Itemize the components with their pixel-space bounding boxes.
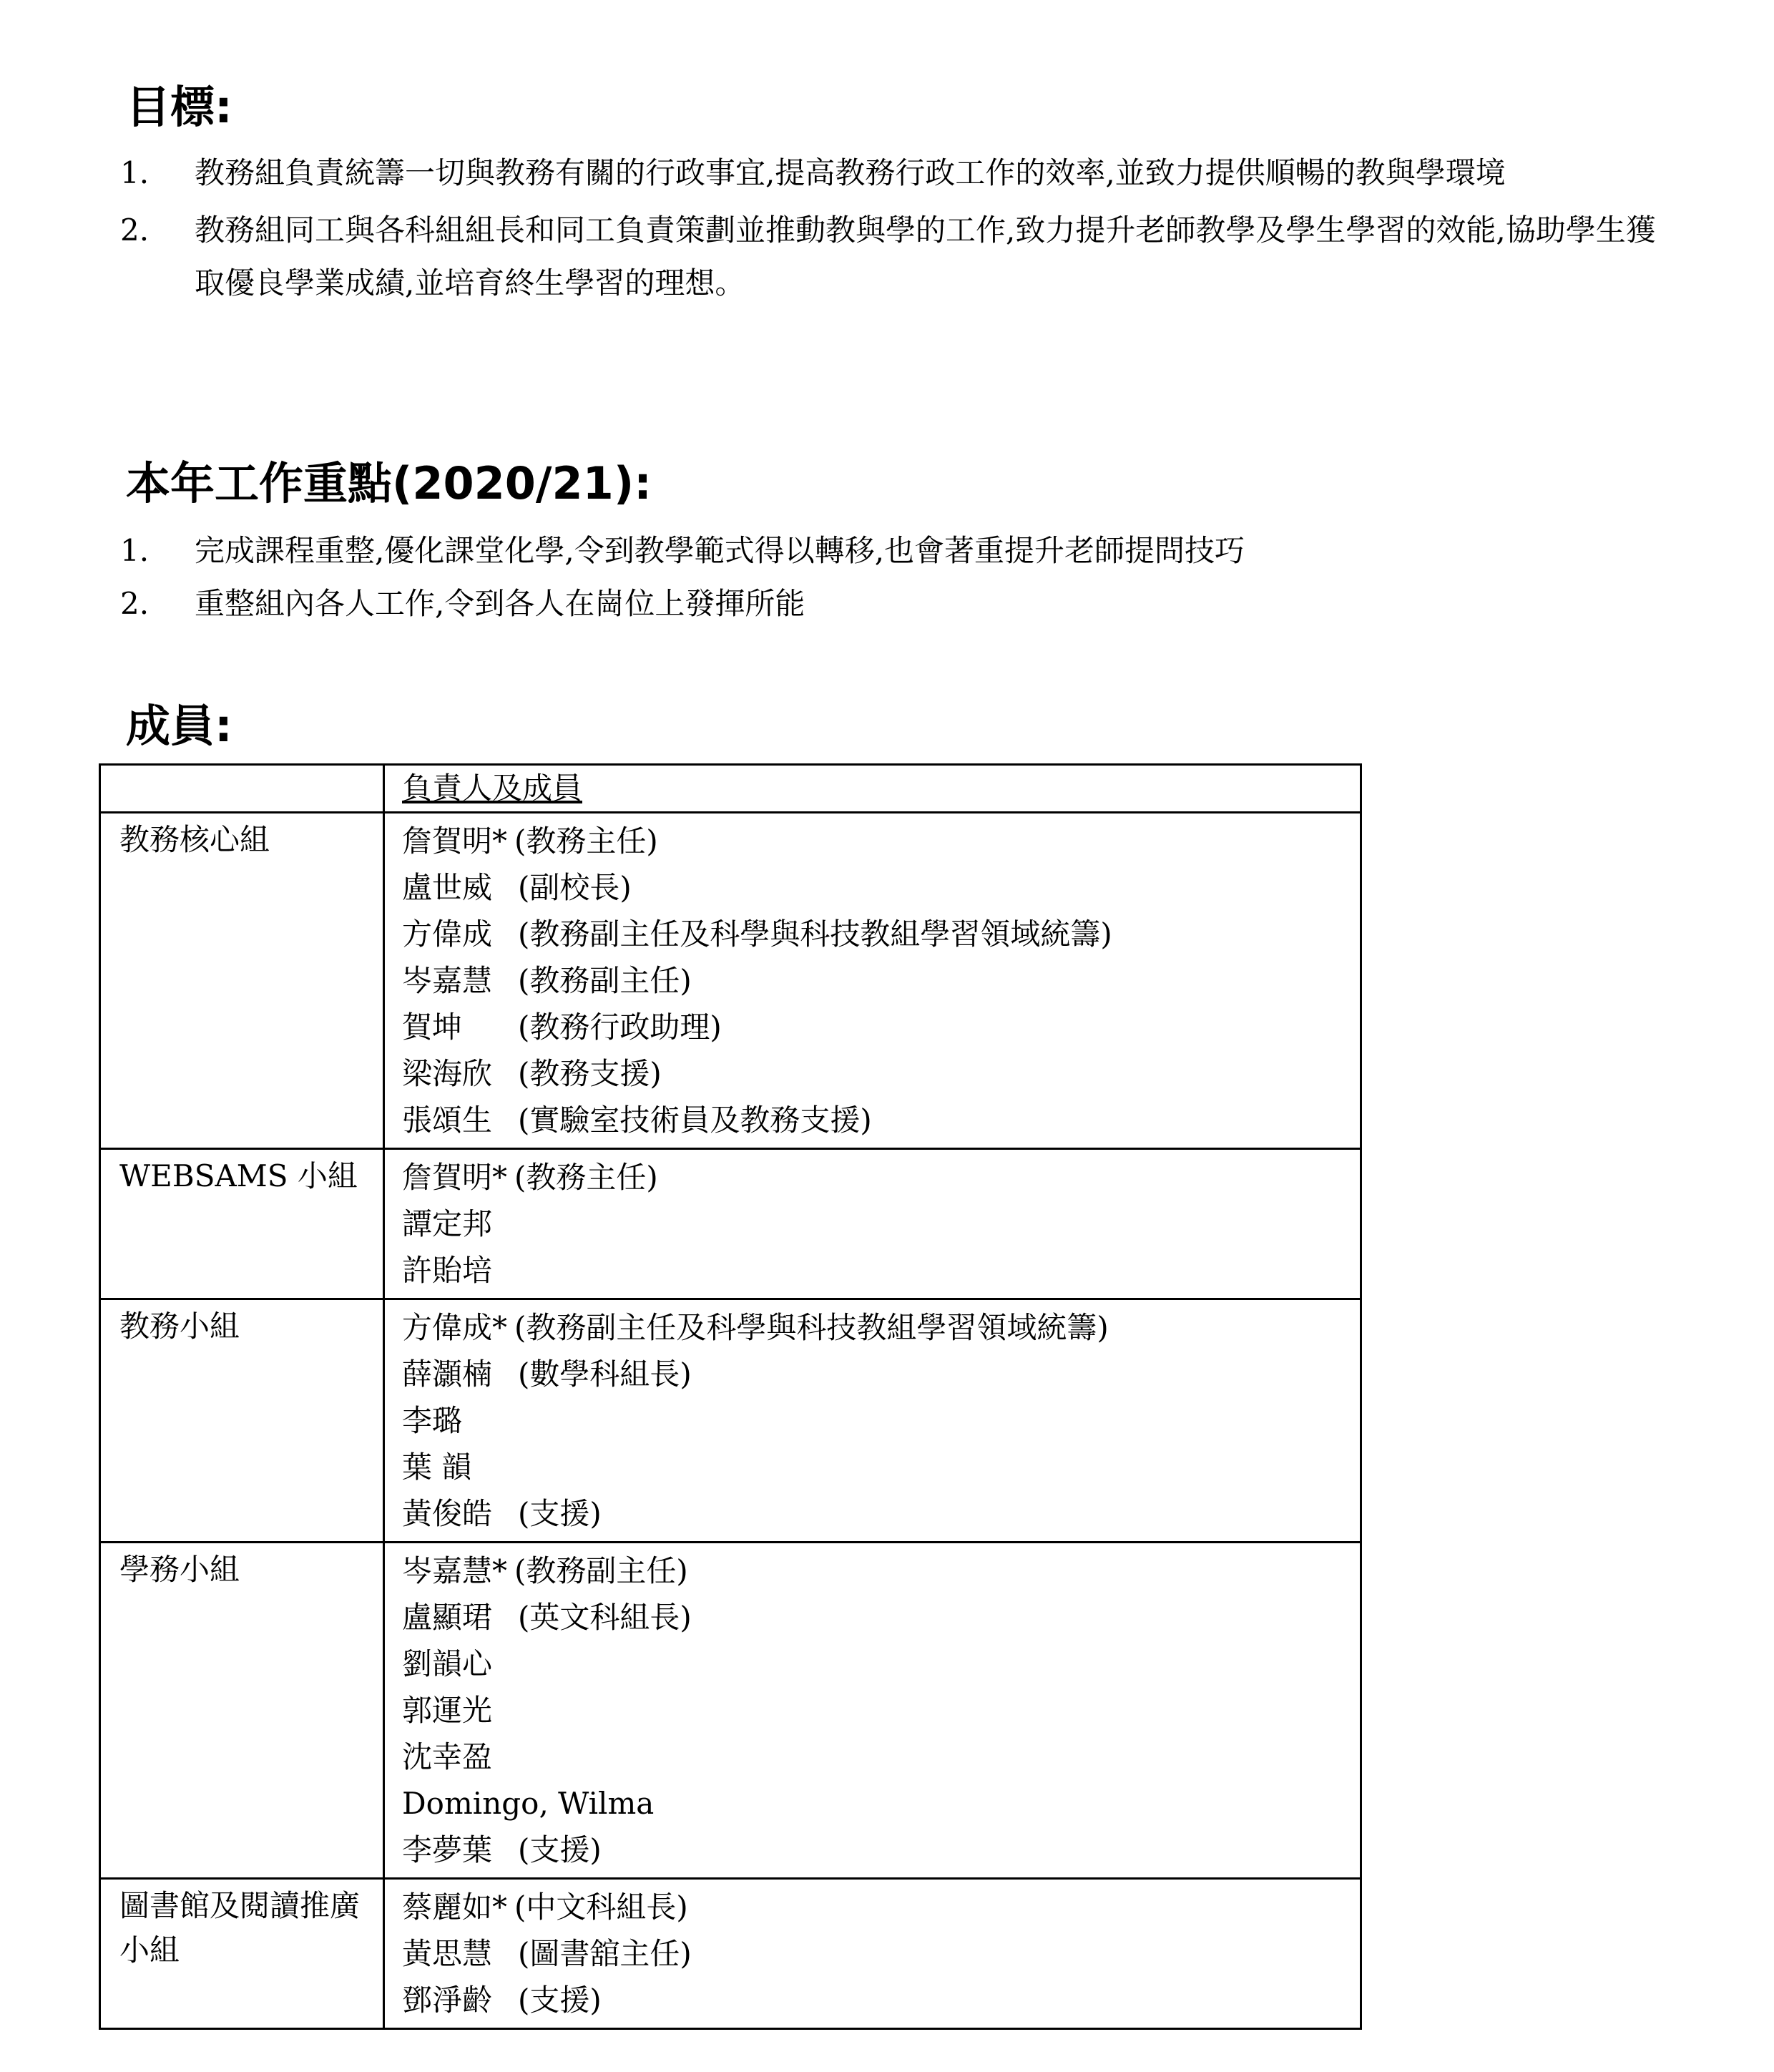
- goals-heading: 目標:: [126, 81, 232, 133]
- member-entry: [402, 1734, 1346, 1780]
- group-name: 教務小組: [119, 1309, 240, 1344]
- table-row: [100, 813, 1361, 1149]
- member-entry: [402, 911, 1346, 957]
- list-number: 2.: [120, 212, 150, 248]
- member-name: 岑嘉慧: [402, 963, 493, 998]
- group-name-cell: [100, 1149, 384, 1299]
- member-entry: [402, 1780, 1346, 1827]
- focus-heading: 本年工作重點(2020/21):: [126, 457, 652, 509]
- member-entry: [402, 1444, 1346, 1490]
- list-number: 1.: [120, 155, 150, 190]
- table-row: [100, 1543, 1361, 1879]
- table-header-cell: [384, 765, 1361, 813]
- member-role: (數學科組長): [518, 1357, 692, 1392]
- member-entry: [402, 1827, 1346, 1873]
- member-role: (圖書舘主任): [518, 1936, 692, 1971]
- member-entry: [402, 1097, 1346, 1143]
- member-entry: [402, 1884, 1346, 1930]
- list-text: 教務組負責統籌一切與教務有關的行政事宜,提高教務行政工作的效率,並致力提供順暢的教與學環境: [195, 155, 1506, 190]
- table-header-row: [100, 765, 1361, 813]
- focus-list: [120, 524, 1680, 630]
- member-entry: [402, 1304, 1346, 1351]
- table-header-label: 負責人及成員: [402, 771, 583, 806]
- table-header-empty-cell: [100, 765, 384, 813]
- member-role: (支援): [518, 1983, 602, 2018]
- member-entry: [402, 1594, 1346, 1641]
- member-entry: [402, 1548, 1346, 1594]
- member-entry: [402, 1397, 1346, 1444]
- goals-list: [120, 147, 1680, 310]
- member-entry: [402, 957, 1346, 1004]
- member-entry: [402, 818, 1346, 864]
- table-row: [100, 1299, 1361, 1543]
- member-name: Domingo, Wilma: [402, 1786, 655, 1821]
- group-members-cell: [384, 813, 1361, 1149]
- member-name: 岑嘉慧*: [402, 1553, 508, 1588]
- member-name: 郭運光: [402, 1693, 493, 1728]
- member-name: 蔡麗如*: [402, 1890, 508, 1925]
- member-name: 賀坤: [402, 1010, 463, 1045]
- group-name: WEBSAMS 小組: [119, 1158, 358, 1193]
- group-members-cell: [384, 1299, 1361, 1543]
- member-name: 許貽培: [402, 1253, 493, 1288]
- group-name: 圖書館及閱讀推廣小組: [119, 1888, 361, 1968]
- member-role: (英文科組長): [518, 1600, 692, 1635]
- member-role: (實驗室技術員及教務支援): [518, 1103, 872, 1138]
- member-name: 李璐: [402, 1403, 463, 1438]
- list-text: 重整組內各人工作,令到各人在崗位上發揮所能: [195, 586, 805, 621]
- member-role: (副校長): [518, 870, 632, 905]
- member-name: 盧世威: [402, 870, 493, 905]
- member-entry: [402, 1930, 1346, 1977]
- list-text: 教務組同工與各科組組長和同工負責策劃並推動教與學的工作,致力提升老師教學及學生學習的效能,協助學生獲取優良學業成績,並培育終生學習的理想。: [195, 212, 1656, 300]
- member-entry: [402, 1247, 1346, 1294]
- list-item: [120, 524, 1680, 577]
- group-members-cell: [384, 1879, 1361, 2029]
- member-role: (教務副主任及科學與科技教組學習領域統籌): [518, 917, 1112, 952]
- member-role: (教務副主任): [518, 963, 692, 998]
- members-table: [99, 763, 1362, 2030]
- list-text: 完成課程重整,優化課堂化學,令到教學範式得以轉移,也會著重提升老師提問技巧: [195, 533, 1245, 568]
- group-name-cell: [100, 1879, 384, 2029]
- member-role: (教務副主任及科學與科技教組學習領域統籌): [514, 1310, 1109, 1345]
- member-role: (中文科組長): [514, 1890, 688, 1925]
- member-name: 劉韻心: [402, 1646, 493, 1681]
- member-name: 譚定邦: [402, 1206, 493, 1241]
- member-entry: [402, 1351, 1346, 1397]
- member-name: 盧顯珺: [402, 1600, 493, 1635]
- member-role: (教務主任): [514, 824, 658, 859]
- member-role: (支援): [518, 1832, 602, 1867]
- member-entry: [402, 1977, 1346, 2023]
- group-members-cell: [384, 1543, 1361, 1879]
- group-name-cell: [100, 1543, 384, 1879]
- list-item: [120, 147, 1680, 200]
- member-entry: [402, 1201, 1346, 1247]
- list-number: 2.: [120, 586, 150, 621]
- table-row: [100, 1879, 1361, 2029]
- member-role: (教務主任): [514, 1160, 658, 1195]
- group-name: 教務核心組: [119, 822, 270, 857]
- member-name: 梁海欣: [402, 1056, 493, 1091]
- member-name: 李夢葉: [402, 1832, 493, 1867]
- member-name: 張頌生: [402, 1103, 493, 1138]
- member-name: 沈幸盈: [402, 1739, 493, 1774]
- member-name: 詹賀明*: [402, 824, 508, 859]
- group-name-cell: [100, 813, 384, 1149]
- member-name: 方偉成*: [402, 1310, 508, 1345]
- list-number: 1.: [120, 533, 150, 568]
- member-entry: [402, 1004, 1346, 1050]
- list-item: [120, 577, 1680, 630]
- member-name: 黃思慧: [402, 1936, 493, 1971]
- member-role: (教務副主任): [514, 1553, 688, 1588]
- member-role: (教務支援): [518, 1056, 662, 1091]
- table-row: [100, 1149, 1361, 1299]
- member-entry: [402, 1687, 1346, 1734]
- member-entry: [402, 1154, 1346, 1201]
- members-heading: 成員:: [126, 700, 232, 752]
- member-name: 黃俊皓: [402, 1496, 493, 1531]
- member-role: (教務行政助理): [518, 1010, 722, 1045]
- member-name: 詹賀明*: [402, 1160, 508, 1195]
- member-name: 方偉成: [402, 917, 493, 952]
- member-entry: [402, 864, 1346, 911]
- list-item: [120, 204, 1680, 310]
- member-entry: [402, 1050, 1346, 1097]
- member-name: 鄧淨齡: [402, 1983, 493, 2018]
- group-members-cell: [384, 1149, 1361, 1299]
- member-name: 葉 韻: [402, 1450, 472, 1485]
- member-name: 薛灝楠: [402, 1357, 493, 1392]
- member-entry: [402, 1490, 1346, 1537]
- member-role: (支援): [518, 1496, 602, 1531]
- group-name: 學務小組: [119, 1552, 240, 1587]
- group-name-cell: [100, 1299, 384, 1543]
- member-entry: [402, 1641, 1346, 1687]
